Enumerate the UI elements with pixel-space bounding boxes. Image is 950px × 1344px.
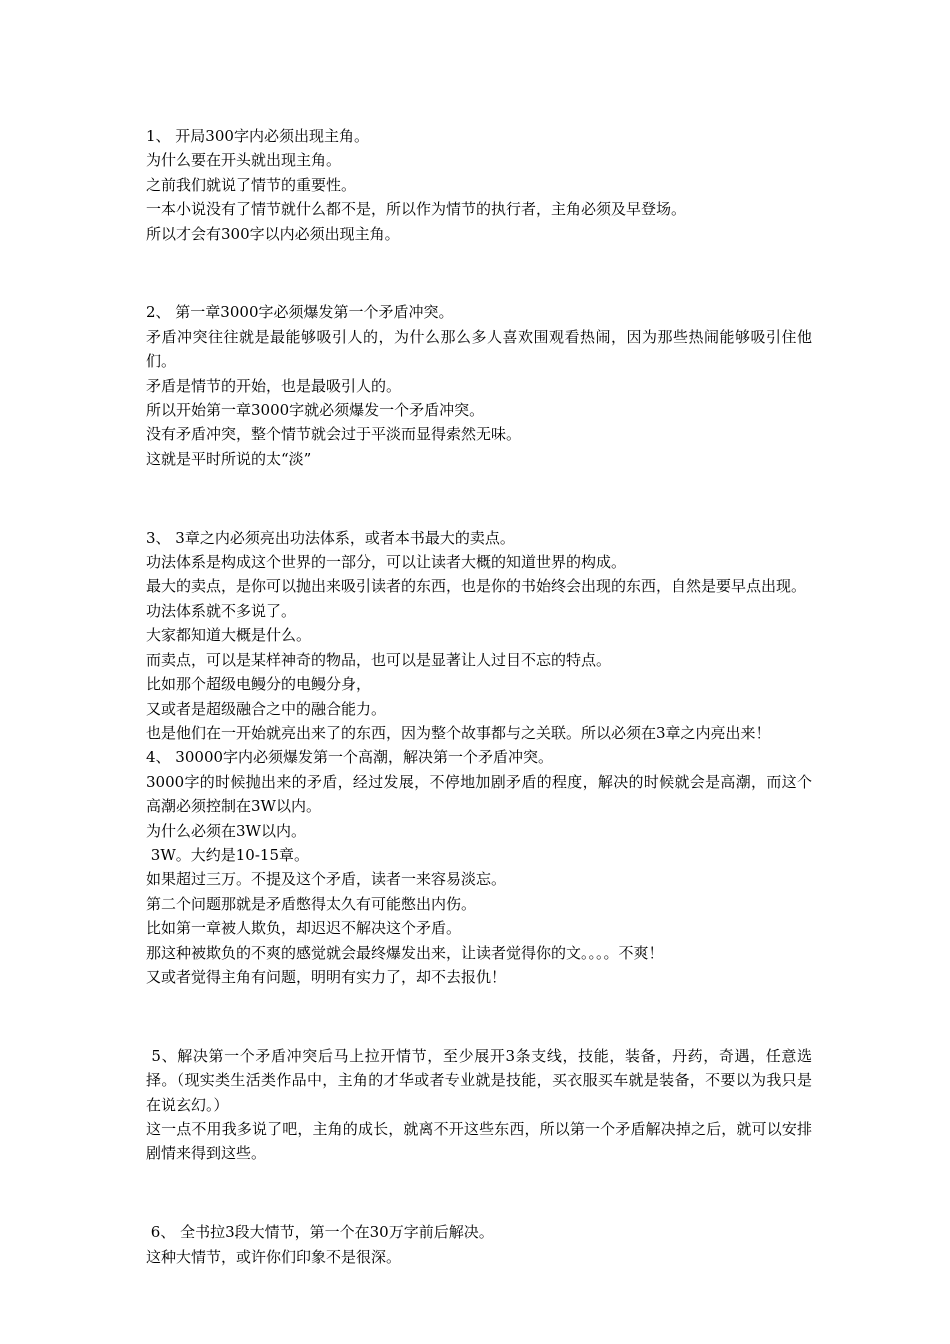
text-line: 大家都知道大概是什么。	[146, 626, 312, 645]
text-line: 功法体系是构成这个世界的一部分，可以让读者大概的知道世界的构成。	[146, 553, 627, 572]
text-line: 矛盾是情节的开始，也是最吸引人的。	[146, 376, 402, 395]
text-line: 3W。大约是10-15章。	[146, 845, 309, 864]
text-line: 如果超过三万。不提及这个矛盾，读者一来容易淡忘。	[146, 870, 507, 889]
blank-line	[146, 1181, 812, 1205]
text-line: 所以才会有300字以内必须出现主角。	[146, 224, 400, 243]
text-line: 矛盾冲突往往就是最能够吸引人的，为什么那么多人喜欢围观看热闹，因为那些热闹能够吸引住他们。	[146, 327, 812, 371]
text-line: 而卖点，可以是某样神奇的物品，也可以是显著让人过目不忘的特点。	[146, 650, 612, 669]
text-line: 又或者是超级融合之中的融合能力。	[146, 699, 387, 718]
text-line: 又或者觉得主角有问题，明明有实力了，却不去报仇！	[146, 967, 507, 986]
text-line: 一本小说没有了情节就什么都不是，所以作为情节的执行者，主角必须及早登场。	[146, 200, 687, 219]
text-line: 3、 3章之内必须亮出功法体系，或者本书最大的卖点。	[146, 528, 515, 547]
text-line: 功法体系就不多说了。	[146, 601, 297, 620]
text-line: 所以开始第一章3000字就必须爆发一个矛盾冲突。	[146, 401, 485, 420]
text-line: 4、 30000字内必须爆发第一个高潮，解决第一个矛盾冲突。	[146, 748, 554, 767]
blank-line	[146, 486, 812, 510]
text-line: 1、 开局300字内必须出现主角。	[146, 127, 369, 145]
text-line: 最大的卖点，是你可以抛出来吸引读者的东西，也是你的书始终会出现的东西，自然是要早点出现。	[146, 577, 807, 596]
text-line: 5、解决第一个矛盾冲突后马上拉开情节，至少展开3条支线，技能，装备，丹药，奇遇，任意选择。（现实类生活类作品中，主角的才华或者专业就是技能，买衣服买车就是装备，不要以为我只是在说玄幻。）	[146, 1046, 812, 1114]
document-body	[146, 124, 812, 1269]
text-line: 之前我们就说了情节的重要性。	[146, 175, 357, 194]
text-line: 没有矛盾冲突，整个情节就会过于平淡而显得索然无味。	[146, 425, 522, 444]
blank-line	[146, 261, 812, 285]
text-line: 也是他们在一开始就亮出来了的东西，因为整个故事都与之关联。所以必须在3章之内亮出来！	[146, 723, 771, 742]
text-line: 6、 全书拉3段大情节，第一个在30万字前后解决。	[146, 1223, 494, 1242]
text-line: 为什么要在开头就出现主角。	[146, 151, 342, 170]
text-line: 这就是平时所说的太“淡”	[146, 449, 312, 468]
text-line: 2、 第一章3000字必须爆发第一个矛盾冲突。	[146, 303, 454, 322]
blank-line	[146, 1004, 812, 1028]
text-line: 这一点不用我多说了吧，主角的成长，就离不开这些东西，所以第一个矛盾解决掉之后，就可以安排剧情来得到这些。	[146, 1119, 812, 1163]
text-line: 第二个问题那就是矛盾憋得太久有可能憋出内伤。	[146, 894, 477, 913]
text-line: 3000字的时候抛出来的矛盾，经过发展，不停地加剧矛盾的程度，解决的时候就会是高潮，而这个高潮必须控制在3W以内。	[146, 772, 812, 816]
text-line: 比如第一章被人欺负，却迟迟不解决这个矛盾。	[146, 919, 462, 938]
text-line: 那这种被欺负的不爽的感觉就会最终爆发出来，让读者觉得你的文。。。。不爽！	[146, 943, 664, 962]
text-line: 为什么必须在3W以内。	[146, 821, 306, 840]
text-line: 比如那个超级电鳗分的电鳗分身，	[146, 675, 372, 694]
text-line: 这种大情节，或许你们印象不是很深。	[146, 1247, 402, 1266]
